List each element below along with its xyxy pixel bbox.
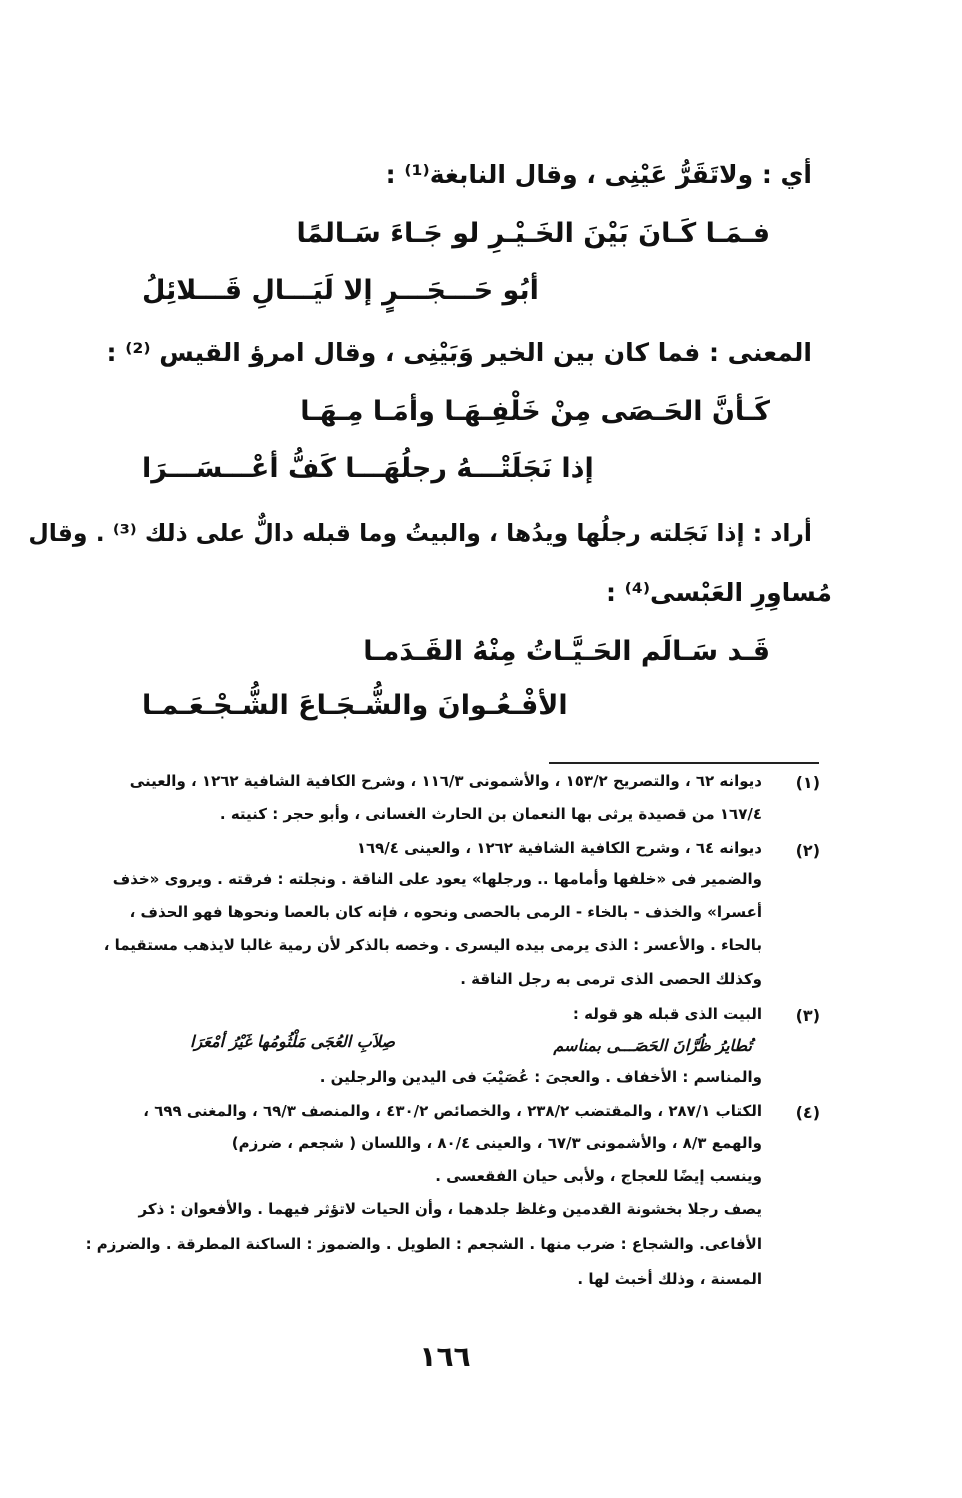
footnote-4-line-3: وينسب إيضًا للعجاج ، ولأبى حيان الفقعسى .: [435, 1167, 762, 1185]
footnote-1-number: (١): [795, 773, 820, 792]
footnote-4-line-4: يصف رجلا بخشونة القدمين وغلظ جلدهما ، وأن الحيات لاتؤثر فيهما . والأفعوان : ذكر: [138, 1200, 762, 1218]
footnote-4-line-5: الأفاعى. والشجاع : ضرب منها . الشجعم : الطويل . والضموز : الساكنة المطرقة . والضرزم :: [85, 1235, 762, 1253]
footnote-1-line-1: ديوانه ٦٢ ، والتصريح ١٥٣/٢ ، والأشمونى ١١٦/٣ ، وشرح الكافية الشافية ١٢٦٢ ، والعينى: [129, 772, 762, 790]
footnote-3-line-3: والمناسم : الأخفاف . والعجىَ : عُصَيْبَ فى اليدين والرجلين .: [319, 1068, 762, 1086]
footnote-2-line-1: ديوانه ٦٤ ، وشرح الكافية الشافية ١٢٦٢ ، والعينى ١٦٩/٤: [356, 839, 762, 857]
main-line-2: المعنى : فما كان بين الخير وَبَيْنِى ، وقال امرؤ القيس ⁽²⁾ :: [106, 338, 812, 367]
footnote-2-line-3: أعسرا» والخذف - بالخاء - الرمى بالحصى ونحوه ، فإنه كان بالعصا ونحوها فهو الحذف ،: [129, 903, 762, 921]
verse-1-second-hemistich: أبُو حَـــجَـــرٍ إلا لَيَـــالِ قَـــلائِلُ: [142, 275, 539, 306]
footnote-4-line-2: والهمع ٨/٣ ، والأشمونى ٦٧/٣ ، والعينى ٨٠/٤ ، واللسان ( شجعم ، ضرزم): [231, 1134, 762, 1152]
footnote-separator: [549, 762, 819, 764]
verse-2-first-hemistich: كَـأنَّ الحَـصَى مِنْ خَلْفِـهَـا وأمَـا مِـهَـا: [300, 396, 770, 427]
footnote-2-line-2: والضمير فى «خلفها وأمامها .. ورجلها» يعود على الناقة . ونجلته : فرقته . ويروى «خذف: [112, 870, 762, 888]
main-line-4: مُساوِرِ العَبْسى⁽⁴⁾ :: [605, 578, 832, 607]
footnote-1-line-2: ١٦٧/٤ من قصيدة يرثى بها النعمان بن الحارث الغسانى ، وأبو حجر : كنيته .: [219, 805, 762, 823]
footnote-3-number: (٣): [795, 1006, 820, 1025]
footnote-4-number: (٤): [795, 1103, 820, 1122]
page-number: ١٦٦: [419, 1340, 471, 1373]
footnote-2-number: (٢): [795, 841, 820, 860]
footnote-2-line-4: بالحاء . والأعسر : الذى يرمى بيده اليسرى . وخصه بالذكر لأن رمية غالبا لايذهب مستقيما ،: [103, 936, 762, 954]
footnote-2-line-5: وكذلك الحصى الذى ترمى به رجل الناقة .: [460, 970, 762, 988]
verse-2-second-hemistich: إذا نَجَلَتْـــهُ رجلُهَـــا كَفُّ أعْـــسَـــرَا: [142, 453, 594, 484]
verse-1-first-hemistich: فـمَـا كَـانَ بَيْنَ الخَـيْـرِ لو جَـاءَ سَـالمًا: [296, 218, 770, 249]
footnote-3-verse-first: تُطايرُ ظُرَّانَ الحَصَـــى بمناسم: [553, 1036, 752, 1055]
verse-3-first-hemistich: قَـد سَـالَم الحَـيَّـاتُ مِنْهُ القَـدَمـا: [363, 636, 770, 667]
footnote-3-line-1: البيت الذى قبله هو قوله :: [572, 1005, 762, 1023]
footnote-3-verse-second: صِلاَبِ العُجَى مَلْثُومُها غَيْرُ أمْعَرَا: [190, 1032, 395, 1051]
main-line-1: أي : ولاتَقَرُّ عَيْنِى ، وقال النابغة⁽¹⁾ :: [385, 160, 812, 189]
footnote-4-line-1: الكتاب ٢٨٧/١ ، والمقتضب ٢٣٨/٢ ، والخصائص ٤٣٠/٢ ، والمنصف ٦٩/٣ ، والمغنى ٦٩٩ ،: [143, 1102, 762, 1120]
verse-3-second-hemistich: الأفْـعُـوانَ والشُّـجَـاعَ الشُّـجْـعَـمـا: [142, 690, 568, 721]
main-line-3: أراد : إذا نَجَلته رجلُها ويدُها ، والبيتُ وما قبله دالٌّ على ذلك ⁽³⁾ . وقال: [28, 519, 812, 547]
footnote-4-line-6: المسنة ، وذلك أخبث لها .: [577, 1270, 762, 1288]
